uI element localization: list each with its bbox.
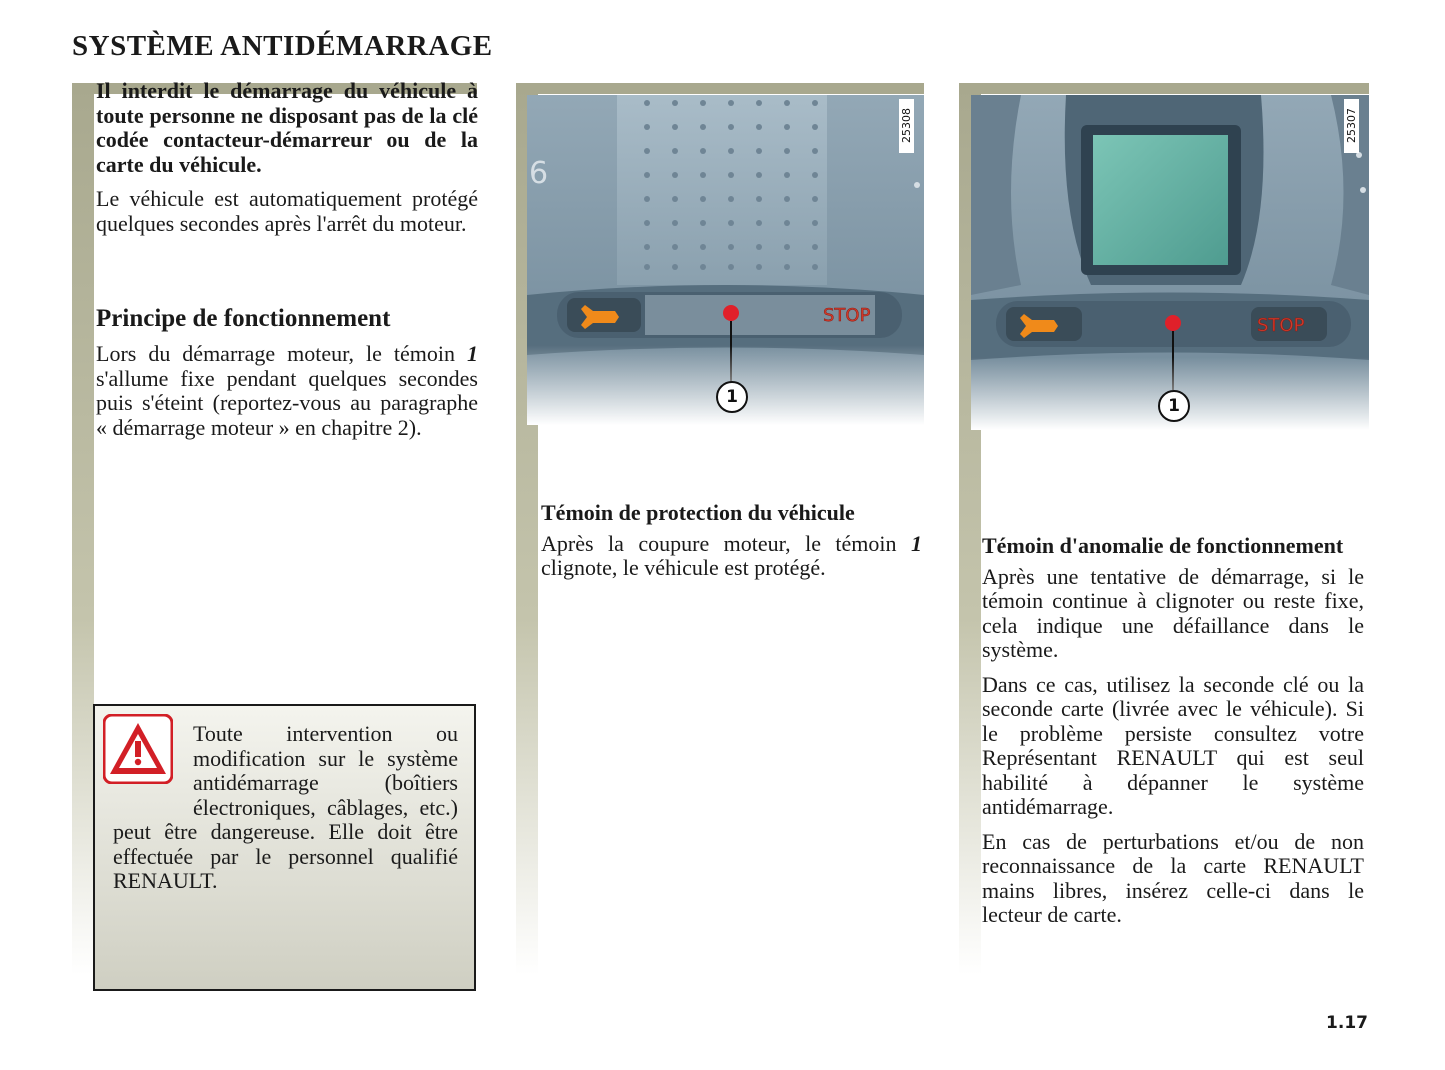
protection-paragraph	[541, 532, 922, 581]
column-1-sidebar	[72, 83, 94, 975]
intro-paragraph: Le véhicule est automatiquement protégé quelques secondes après l'arrêt du moteur.	[96, 186, 478, 236]
section-heading: Principe de fonctionnement	[96, 305, 391, 332]
stop-label: STOP	[823, 305, 871, 326]
dashboard-illustration	[527, 95, 924, 425]
warning-box	[93, 704, 476, 991]
intro-bold: Il interdit le démarrage du véhicule à toute personne ne disposant pas de la clé codée contacteur-démarreur ou de la carte du véhicule.	[96, 78, 478, 177]
dashboard-illustration	[971, 95, 1369, 430]
witness-number: 1	[911, 530, 922, 556]
page-title: SYSTÈME ANTIDÉMARRAGE	[72, 30, 493, 62]
warning-text-wrap	[113, 722, 458, 894]
display-screen	[1093, 135, 1228, 265]
callout-1: 1	[1158, 390, 1190, 422]
immobiliser-lamp	[723, 305, 739, 321]
protection-text-part: Après la coupure moteur, le témoin	[541, 530, 911, 556]
column-1-text	[96, 79, 478, 246]
section-text-part: s'allume fixe pendant quelques secondes puis s'éteint (reportez-vous au paragraphe « démarrage moteur » en chapitre 2).	[96, 365, 478, 440]
page-number: 1.17	[1326, 1013, 1368, 1033]
column-2-top-rule	[516, 83, 924, 94]
anomaly-paragraph-1: Après une tentative de démarrage, si le témoin continue à clignoter ou reste fixe, cela indique une défaillance dans le système.	[982, 563, 1364, 662]
anomaly-heading: Témoin d'anomalie de fonctionnement	[982, 533, 1344, 558]
section-text-part: Lors du démarrage moteur, le témoin	[96, 341, 467, 366]
immobiliser-lamp	[1165, 315, 1181, 331]
column-3-top-rule	[959, 83, 1369, 94]
protection-text-part: clignote, le véhicule est protégé.	[541, 555, 826, 580]
section-paragraph	[96, 342, 478, 440]
anomaly-paragraph-3: En cas de perturbations et/ou de non reconnaissance de la carte RENAULT mains libres, insérez celle-ci dans le lecteur de carte.	[982, 828, 1364, 927]
witness-number: 1	[467, 341, 478, 366]
column-2-text	[541, 501, 922, 581]
warning-text: Toute intervention ou modification sur le système antidémarrage (boîtiers électroniques, câblages, etc.) peut être dangereuse. Elle doit être effectuée par le personnel qualifié RENAULT.	[113, 721, 458, 893]
callout-1: 1	[716, 381, 748, 413]
column-3-text	[982, 534, 1364, 938]
image-code: 25308	[899, 99, 914, 153]
gauge-digit: 6	[529, 156, 549, 191]
anomaly-paragraph-2: Dans ce cas, utilisez la seconde clé ou la seconde carte (livrée avec le véhicule). Si le problème persiste consultez votre Représentant RENAULT qui est seul habilité à dépanner le système antidémarrage.	[982, 671, 1364, 819]
stop-label: STOP	[1257, 315, 1305, 336]
dashboard-image-protection	[527, 95, 924, 425]
dashboard-image-anomaly	[971, 95, 1369, 430]
protection-heading: Témoin de protection du véhicule	[541, 500, 855, 525]
image-code: 25307	[1344, 99, 1359, 153]
